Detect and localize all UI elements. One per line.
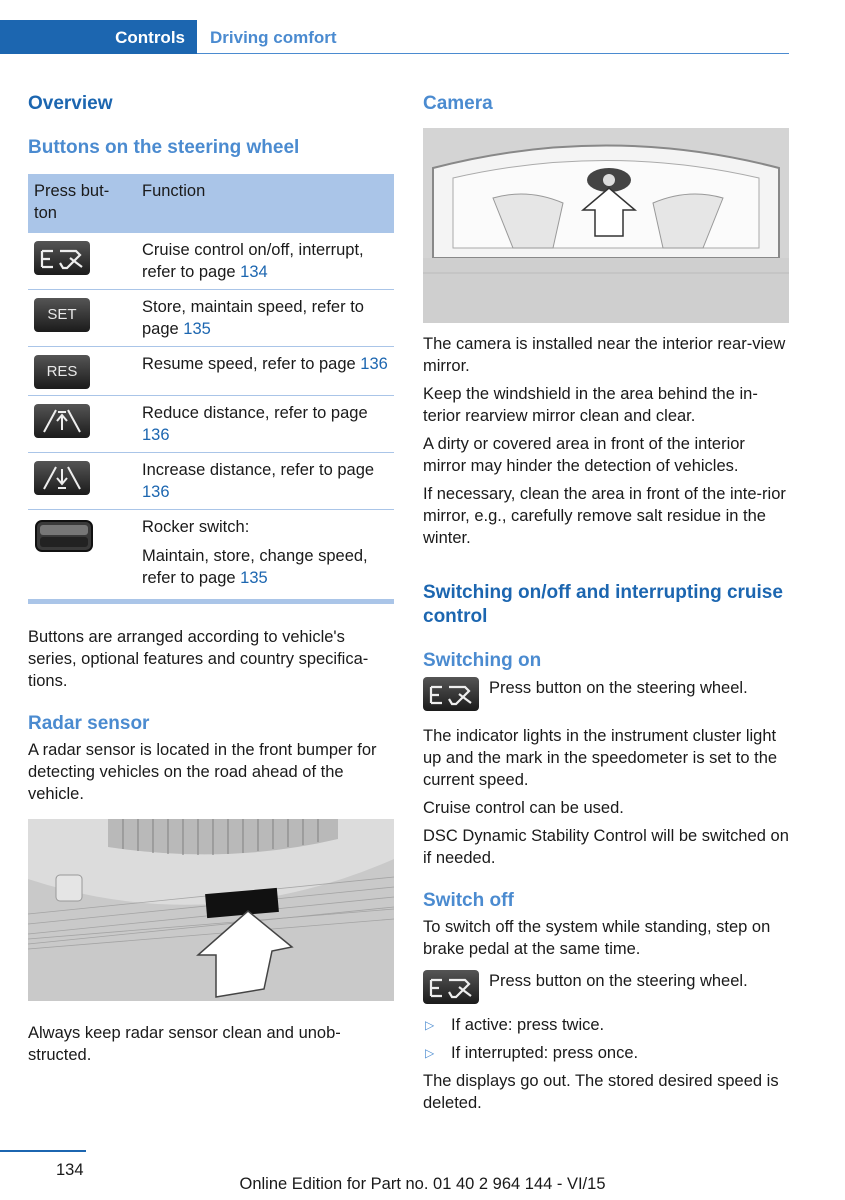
section-tab (0, 20, 197, 54)
function-cell: Cruise control on/off, interrupt, refer to page 134 (136, 232, 394, 289)
switch-off-list (423, 1014, 789, 1064)
cruise-control-icon (423, 677, 479, 711)
table-row (28, 395, 394, 452)
cruise-can-be-used-text: Cruise control can be used. (423, 799, 624, 817)
press-button-text: Press button on the steering wheel. (489, 679, 748, 697)
switching-heading: Switching on/off and interrupting cruise control (423, 582, 783, 627)
col-header-function: Function (136, 174, 394, 232)
page-link[interactable]: 136 (142, 482, 170, 501)
function-cell: Reduce distance, refer to page 136 (136, 395, 394, 452)
table-row (28, 509, 394, 601)
page-number: 134 (56, 1161, 84, 1179)
table-header-row (28, 174, 394, 232)
cruise-control-icon (423, 970, 479, 1004)
camera-dirty-text: A dirty or covered area in front of the interior mirror may hinder the detection of vehicles. (423, 435, 745, 475)
switch-off-standing-text: To switch off the system while standing, step on brake pedal at the same time. (423, 918, 771, 958)
camera-heading: Camera (423, 93, 493, 114)
overview-heading: Overview (28, 93, 113, 114)
page-link[interactable]: 136 (142, 425, 170, 444)
page-link[interactable]: 135 (240, 568, 268, 587)
buttons-arranged-text: Buttons are arranged according to vehicle's series, optional features and country specifica-tions. (28, 627, 369, 690)
rocker-switch-icon (34, 518, 94, 560)
steering-buttons-heading: Buttons on the steering wheel (28, 137, 300, 158)
function-cell: Rocker switch: Maintain, store, change speed, refer to page 135 (136, 509, 394, 601)
radar-sensor-heading: Radar sensor (28, 712, 150, 734)
camera-installed-text: The camera is installed near the interior rear-view mirror. (423, 335, 786, 375)
function-cell: Increase distance, refer to page 136 (136, 452, 394, 509)
page-link[interactable]: 134 (240, 262, 268, 281)
table-row (28, 232, 394, 289)
res-button-icon: RES (34, 355, 90, 389)
radar-keep-clean-text: Always keep radar sensor clean and unob-structed. (28, 1023, 341, 1064)
press-button-text-2: Press button on the steering wheel. (489, 972, 748, 990)
triangle-bullet-icon: ▷ (425, 1046, 435, 1060)
buttons-table (28, 174, 394, 604)
page-link[interactable]: 135 (183, 319, 211, 338)
function-cell: Store, maintain speed, refer to page 135 (136, 289, 394, 346)
switch-on-instruction (423, 677, 789, 711)
page-link[interactable]: 136 (360, 354, 388, 373)
indicator-lights-text: The indicator lights in the instrument cluster light up and the mark in the speedometer is set to the current speed. (423, 727, 778, 789)
set-button-icon: SET (34, 298, 90, 332)
reduce-distance-icon (34, 404, 90, 438)
switch-off-instruction (423, 970, 789, 1004)
increase-distance-icon (34, 461, 90, 495)
table-row (28, 346, 394, 395)
switch-off-heading: Switch off (423, 890, 514, 911)
cruise-control-icon (34, 241, 90, 275)
camera-clean-text: If necessary, clean the area in front of the inte-rior mirror, e.g., carefully remove salt residue in the winter. (423, 485, 786, 547)
switching-on-heading: Switching on (423, 650, 542, 671)
camera-windshield-text: Keep the windshield in the area behind the in-terior rearview mirror clean and clear. (423, 385, 758, 425)
function-cell: Resume speed, refer to page 136 (136, 346, 394, 395)
table-row (28, 452, 394, 509)
table-row (28, 289, 394, 346)
camera-image (423, 128, 789, 323)
dsc-text: DSC Dynamic Stability Control will be switched on if needed. (423, 827, 789, 867)
header-rule (197, 53, 789, 54)
left-column (28, 90, 394, 1066)
edition-text: Online Edition for Part no. 01 40 2 964 144 - VI/15 (239, 1175, 606, 1193)
right-column (423, 90, 789, 1114)
section-title: Controls (115, 28, 185, 47)
col-header-button: Press but- ton (28, 174, 136, 232)
radar-sensor-image (28, 819, 394, 1001)
triangle-bullet-icon: ▷ (425, 1018, 435, 1032)
footer-rule (0, 1150, 86, 1152)
list-item: ▷ If active: press twice. (425, 1016, 605, 1034)
subsection-title: Driving comfort (210, 28, 337, 47)
list-item: ▷ If interrupted: press once. (425, 1044, 639, 1062)
displays-go-out-text: The displays go out. The stored desired speed is deleted. (423, 1072, 779, 1112)
radar-sensor-text: A radar sensor is located in the front bumper for detecting vehicles on the road ahead of the vehicle. (28, 740, 377, 803)
